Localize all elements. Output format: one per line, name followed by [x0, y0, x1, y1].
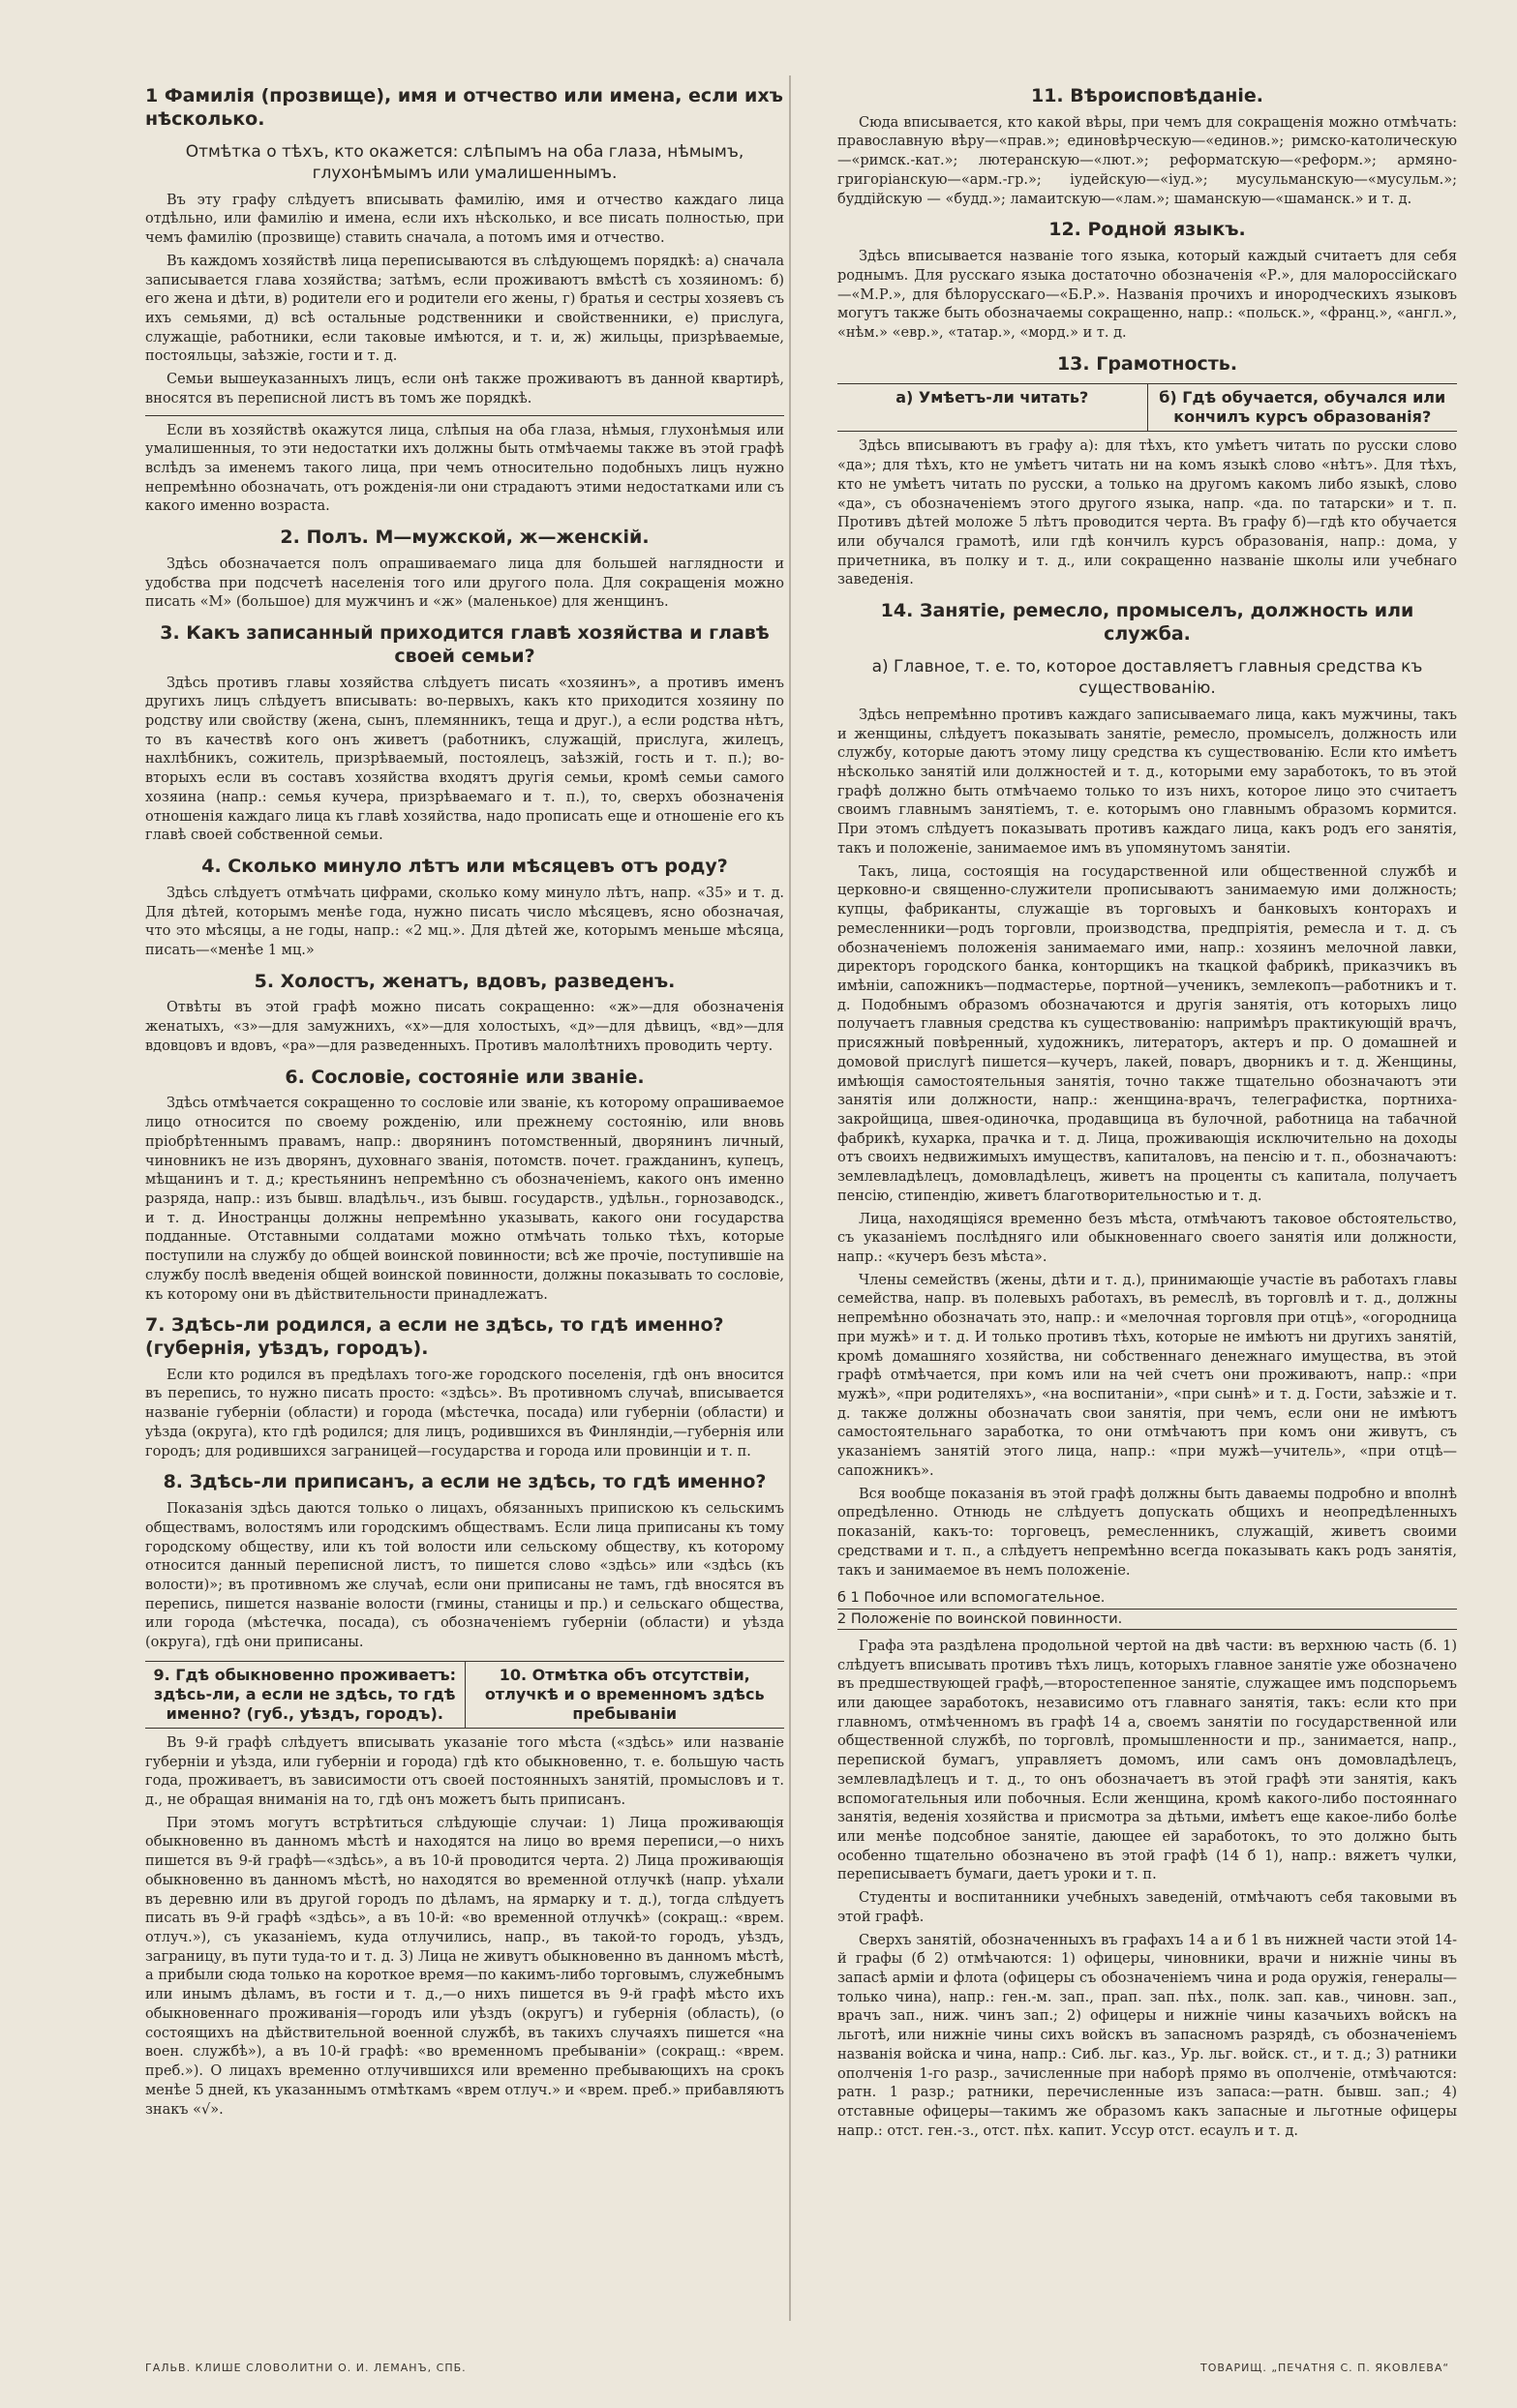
section-9-10-header	[145, 1661, 784, 1729]
section-14b2-title: 2 Положеніе по воинской повинности.	[837, 1610, 1457, 1630]
section-2-paragraph: Здѣсь обозначается полъ опрашиваемаго лица для большей наглядности и удобства при подсчетѣ населенія того или другого пола. Для сокращенія можно писать «М» (большое) для мужчинъ и «ж» (маленькое) для женщинъ.	[145, 556, 784, 611]
section-14-paragraph: Студенты и воспитанники учебныхъ заведеній, отмѣчаютъ себя таковыми въ этой графѣ.	[837, 1890, 1457, 1925]
section-14-title: 14. Занятіе, ремесло, промыселъ, должность или служба.	[880, 600, 1414, 645]
section-14-paragraph: Такъ, лица, состоящія на государственной или общественной службѣ и церковно-и священно-служители прописываютъ занимаемую ими должность; купцы, фабриканты, служащіе въ торговыхъ и банковыхъ конторахъ и ремесленники—родъ торговли, производства, предпріятія, ремесла и т. д. съ обозначеніемъ положенія занимаемаго ими, напр.: хозяинъ мелочной лавки, директоръ городского банка, конторщикъ на ткацкой фабрикѣ, приказчикъ въ имѣніи, сапожникъ—подмастерье, портной—ученикъ, землекопъ—работникъ и т. д. Подобнымъ образомъ обозначаются и другія занятія, отъ которыхъ лицо получаетъ главныя средства къ существованію: напримѣръ практикующій врачъ, присяжный повѣренный, художникъ, литераторъ, актеръ и пр. О домашней и домовой прислугѣ пишется—кучеръ, лакей, поваръ, дворникъ и т. д. Женщины, имѣющія самостоятельныя занятія, точно также тщательно обозначаютъ эти занятія или должности, напр.: женщина-врачъ, телеграфистка, портниха-закройщица, швея-одиночка, продавщица въ булочной, работница на табачной фабрикѣ, кухарка, прачка и т. д. Лица, проживающія исключительно на доходы отъ своихъ недвижимыхъ имуществъ, капиталовъ, на пенсію и т. п., обозначаютъ: землевладѣлецъ, домовладѣлецъ, живетъ на проценты съ капитала, получаетъ пенсію, стипендію, живетъ благотворительностью и т. д.	[837, 863, 1457, 1204]
section-14-paragraph: Члены семействъ (жены, дѣти и т. д.), принимающіе участіе въ работахъ главы семейства, напр. въ полевыхъ работахъ, въ ремеслѣ, въ торговлѣ и т. д., должны непремѣнно обозначать это, напр.: и «мелочная торговля при отцѣ», «огородница при мужѣ» и т. д. И только противъ тѣхъ, которые не имѣютъ ни другихъ занятій, кромѣ домашняго хозяйства, ни собственнаго денежнаго имущества, въ этой графѣ отмѣчается, при комъ или на чей счетъ они проживаютъ, напр.: «при мужѣ», «при родителяхъ», «на воспитаніи», «при сынѣ» и т. д. Гости, заѣзжіе и т. д. также должны обозначать свои занятія, при чемъ, если они не имѣютъ самостоятельнаго заработка, то они отмѣчаютъ при комъ они живутъ, съ указаніемъ занятій этого лица, напр.: «при мужѣ—учитель», «при отцѣ—сапожникъ».	[837, 1272, 1457, 1479]
section-9-paragraph: Въ 9-й графѣ слѣдуетъ вписывать указаніе того мѣста («здѣсь» или названіе губерніи и уѣзда, или губерніи и города) гдѣ кто обыкновенно, т. е. большую часть года, проживаетъ, въ зависимости отъ своей постоянныхъ занятій, промысловъ и т. д., не обращая вниманія на то, гдѣ онъ можетъ быть приписанъ.	[145, 1734, 784, 1808]
right-column	[837, 75, 1457, 2146]
section-14-paragraph: Лица, находящіяся временно безъ мѣста, отмѣчаютъ таковое обстоятельство, съ указаніемъ послѣдняго или обыкновеннаго своего занятія или должности, напр.: «кучеръ безъ мѣста».	[837, 1211, 1457, 1265]
section-7-title: 7. Здѣсь-ли родился, а если не здѣсь, то гдѣ именно? (губернія, уѣздъ, городъ).	[145, 1314, 724, 1359]
section-12-paragraph: Здѣсь вписывается названіе того языка, который каждый считаетъ для себя роднымъ. Для русскаго языка достаточно обозначенія «Р.», для малороссійскаго—«М.Р.», для бѣлорусскаго—«Б.Р.». Названія прочихъ и инородческихъ языковъ могутъ также быть обозначаемы сокращенно, напр.: «польск.», «франц.», «англ.», «нѣм.» «евр.», «татар.», «морд.» и т. д.	[837, 249, 1457, 341]
section-8-title: 8. Здѣсь-ли приписанъ, а если не здѣсь, то гдѣ именно?	[163, 1471, 767, 1493]
section-13-title: 13. Грамотность.	[1056, 352, 1238, 375]
section-14-paragraph: Сверхъ занятій, обозначенныхъ въ графахъ 14 а и б 1 въ нижней части этой 14-й графы (б 2) отмѣчаются: 1) офицеры, чиновники, врачи и нижніе чины въ запасѣ арміи и флота (офицеры съ обозначеніемъ чина и рода оружія, генералы—только чина), напр.: ген.-м. зап., прап. зап. пѣх., полк. зап. кав., чиновн. зап., врачъ зап., ниж. чинъ зап.; 2) офицеры и нижніе чины казачьихъ войскъ на льготѣ, или нижніе чины сихъ войскъ въ запасномъ разрядѣ, съ обозначеніемъ названія войска и чина, напр.: Сиб. льг. каз., Ур. льг. войск. ст., и т. д.; 3) ратники ополченія 1-го разр., зачисленные при наборѣ прямо въ ополченіе, отмѣчаются: ратн. 1 разр.; ратники, перечисленные изъ запаса:—ратн. бывш. зап.; 4) отставные офицеры—такимъ же образомъ какъ запасные и льготные офицеры напр.: отст. ген.-з., отст. пѣх. капит. Уссур отст. есаулъ и т. д.	[837, 1932, 1457, 2139]
section-11-paragraph: Сюда вписывается, кто какой вѣры, при чемъ для сокращенія можно отмѣчать: православную вѣру—«прав.»; единовѣрческую—«единов.»; римско-католическую—«римск.-кат.»; лютеранскую—«лют.»; реформатскую—«реформ.»; армяно-григоріанскую—«арм.-гр.»; іудейскую—«іуд.»; мусульманскую—«мусульм.»; буддійскую — «будд.»; ламаитскую—«лам.»; шаманскую—«шаманск.» и т. д.	[837, 114, 1457, 207]
section-1-paragraph: Семьи вышеуказанныхъ лицъ, если онѣ также проживаютъ въ данной квартирѣ, вносятся въ переписной листъ въ томъ же порядкѣ.	[145, 372, 784, 406]
section-13-header	[837, 383, 1457, 432]
section-11-title: 11. Вѣроисповѣданіе.	[1030, 85, 1264, 106]
section-4-paragraph: Здѣсь слѣдуетъ отмѣчать цифрами, сколько кому минуло лѣтъ, напр. «35» и т. д. Для дѣтей, которымъ менѣе года, нужно писать число мѣсяцевъ, ясно обозначая, что это мѣсяцы, а не годы, напр.: «2 мц.». Для дѣтей же, которымъ меньше мѣсяца, писать—«менѣе 1 мц.»	[145, 885, 784, 958]
section-12-title: 12. Родной языкъ.	[1048, 219, 1246, 241]
section-3-title: 3. Какъ записанный приходится главѣ хозяйства и главѣ своей семьи?	[160, 622, 770, 667]
section-8-paragraph: Показанія здѣсь даются только о лицахъ, обязанныхъ припискою къ сельскимъ обществамъ, волостямъ или городскимъ обществамъ. Если лица приписаны къ тому городскому обществу, или къ той волости или сельскому обществу, къ которому относится данный переписной листъ, то пишется слово «здѣсь» или «здѣсь (къ волости)»; въ противномъ же случаѣ, если они приписаны не тамъ, гдѣ вносятся въ перепись, пишется названіе волости (гмины, станицы и пр.) и сельскаго общества, или города (мѣстечка, посада), съ обозначеніемъ губерніи (области) и уѣзда (округа), гдѣ они приписаны.	[145, 1501, 784, 1651]
section-rule	[145, 415, 784, 416]
section-6-title: 6. Сословіе, состояніе или званіе.	[285, 1066, 645, 1088]
section-1-lead: Отмѣтка о тѣхъ, кто окажется: слѣпымъ на оба глаза, нѣмымъ, глухонѣмымъ или умалишеннымъ.	[185, 141, 744, 183]
section-9-paragraph: При этомъ могутъ встрѣтиться слѣдующіе случаи: 1) Лица проживающія обыкновенно въ данномъ мѣстѣ и находятся на лицо во время переписи,—о нихъ пишется въ 9-й графѣ—«здѣсь», а въ 10-й проводится черта. 2) Лица проживающія обыкновенно въ данномъ мѣстѣ, но находятся во временной отлучкѣ (напр. уѣхали въ деревню или въ другой городъ по дѣламъ, на ярмарку и т. д.), тогда слѣдуетъ писать въ 9-й графѣ «здѣсь», а въ 10-й: «во временной отлучкѣ» (сокращ.: «врем. отлуч.»), съ указаніемъ, куда отлучились, напр., въ такой-то городъ, уѣздъ, заграницу, въ пути туда-то и т. д. 3) Лица не живутъ обыкновенно въ данномъ мѣстѣ, а прибыли сюда только на короткое время—по какимъ-либо торговымъ, служебнымъ или инымъ дѣламъ, въ гости и т. д.,—о нихъ пишется въ 9-й графѣ мѣсто ихъ обыкновеннаго проживанія—городъ или уѣздъ (округъ) и губернія (область), (о состоящихъ на дѣйствительной военной службѣ, въ такихъ случаяхъ пишется «на воен. службѣ»), а въ 10-й графѣ: «во временномъ пребываніи» (сокращ.: «врем. преб.»). О лицахъ временно отлучившихся или временно пребывающихъ на срокъ менѣе 5 дней, къ указаннымъ отмѣткамъ «врем отлуч.» и «врем. преб.» прибавляютъ знакъ «√».	[145, 1815, 784, 2118]
section-1-paragraph: Въ эту графу слѣдуетъ вписывать фамилію, имя и отчество каждаго лица отдѣльно, или фамилію и имена, если ихъ нѣсколько, и все писать полностью, при чемъ фамилію (прозвище) ставить сначала, а потомъ имя и отчество.	[145, 192, 784, 247]
section-13-paragraph: Здѣсь вписываютъ въ графу а): для тѣхъ, кто умѣетъ читать по русски слово «да»; для тѣхъ, кто не умѣетъ читать ни на комъ языкѣ слово «нѣтъ». Для тѣхъ, кто не умѣетъ читать по русски, а только на другомъ какомъ либо языкѣ, слово «да», съ обозначеніемъ этого другого языка, напр. «да. по татарски» и т. п. Противъ дѣтей моложе 5 лѣтъ проводится черта. Въ графу б)—гдѣ кто обучается или обучался грамотѣ, или гдѣ кончилъ курсъ образованія, напр.: дома, у причетника, въ полку и т. д., или сокращенно названіе школы или учебнаго заведенія.	[837, 438, 1457, 588]
section-14-subtitle: а) Главное, т. е. то, которое доставляетъ главныя средства къ существованію.	[871, 656, 1423, 698]
section-5-paragraph: Отвѣты въ этой графѣ можно писать сокращенно: «ж»—для обозначенія женатыхъ, «з»—для замужнихъ, «х»—для холостыхъ, «д»—для дѣвицъ, «вд»—для вдовцовъ и вдовъ, «ра»—для разведенныхъ. Противъ малолѣтнихъ проводить черту.	[145, 1000, 784, 1054]
left-column	[145, 75, 784, 2123]
section-10-title: 10. Отмѣтка объ отсутствіи, отлучкѣ и о временномъ здѣсь пребываніи	[465, 1662, 785, 1728]
section-14-paragraph: Вся вообще показанія въ этой графѣ должны быть даваемы подробно и вполнѣ опредѣленно. Отнюдь не слѣдуетъ допускать общихъ и неопредѣленныхъ показаній, какъ-то: торговецъ, ремесленникъ, служащій, живетъ своими средствами и т. п., а слѣдуетъ непремѣнно всегда показывать какъ родъ занятія, такъ и занимаемое въ немъ положеніе.	[837, 1486, 1457, 1579]
section-14-paragraph: Графа эта раздѣлена продольной чертой на двѣ части: въ верхнюю часть (б. 1) слѣдуетъ вписывать противъ тѣхъ лицъ, которыхъ главное занятіе уже обозначено въ предшествующей графѣ,—второстепенное занятіе, служащее имъ подспорьемъ или дающее заработокъ, независимо отъ главнаго занятія, такъ: если кто при главномъ, отмѣченномъ въ графѣ 14 а, своемъ занятіи по государственной или общественной службѣ, по торговлѣ, промышленности и пр., занимается, напр., перепиской бумагъ, управляетъ домомъ, или самъ онъ домовладѣлецъ, землевладѣлецъ и т. д., то онъ обозначаетъ въ этой графѣ эти занятія, какъ вспомогательныя или побочныя. Если женщина, кромѣ какого-либо постояннаго занятія, веденія хозяйства и присмотра за дѣтьми, имѣетъ еще какое-либо болѣе или менѣе подсобное занятіе, дающее ей заработокъ, то это должно быть особенно тщательно обозначено въ этой графѣ (14 б 1), напр.: вяжетъ чулки, переписываетъ бумаги, даетъ уроки и т. п.	[837, 1638, 1457, 1883]
section-14b1-title: б 1 Побочное или вспомогательное.	[837, 1588, 1457, 1609]
section-7-paragraph: Если кто родился въ предѣлахъ того-же городского поселенія, гдѣ онъ вносится въ перепись, то нужно писать просто: «здѣсь». Въ противномъ случаѣ, вписывается названіе губерніи (области) и города (мѣстечка, посада) или губерніи (области) и уѣзда (округа), кто гдѣ родился; для лицъ, родившихся въ Финляндіи,—губернія или городъ; для родившихся заграницей—государства и города или провинціи и т. п.	[145, 1367, 784, 1460]
section-9-title: 9. Гдѣ обыкновенно проживаетъ: здѣсь-ли, а если не здѣсь, то гдѣ именно? (губ., уѣздъ, городъ).	[153, 1665, 457, 1723]
section-3-paragraph: Здѣсь противъ главы хозяйства слѣдуетъ писать «хозяинъ», а противъ именъ другихъ лицъ слѣдуетъ вписывать: во-первыхъ, какъ кто приходится хозяину по родству или свойству (жена, сынъ, племянникъ, теща и друг.), а если родства нѣтъ, то въ качествѣ кого онъ живетъ (работникъ, служащій, прислуга, жилецъ, нахлѣбникъ, сожитель, призрѣваемый, постоялецъ, заѣзжій, гость и т. п.); во-вторыхъ если въ составъ хозяйства входятъ другія семьи, кромѣ семьи самого хозяина (напр.: семья кучера, призрѣваемаго и т. п.), то, сверхъ обозначенія отношенія каждаго лица къ главѣ хозяйства, надо прописать еще и отношеніе его къ главѣ своей собственной семьи.	[145, 675, 784, 844]
printer-imprint-right: ТОВАРИЩ. „ПЕЧАТНЯ С. П. ЯКОВЛЕВА“	[1200, 2362, 1450, 2374]
section-1-title: 1 Фамилія (прозвище), имя и отчество или имена, если ихъ нѣсколько.	[145, 85, 783, 130]
column-divider	[789, 75, 791, 2321]
section-4-title: 4. Сколько минуло лѣтъ или мѣсяцевъ отъ роду?	[201, 856, 728, 878]
section-5-title: 5. Холостъ, женатъ, вдовъ, разведенъ.	[254, 970, 676, 992]
section-6-paragraph: Здѣсь отмѣчается сокращенно то сословіе или званіе, къ которому опрашиваемое лицо относится по своему рожденію, или прежнему состоянію, или вновь пріобрѣтеннымъ правамъ, напр.: дворянинъ потомственный, дворянинъ личный, чиновникъ не изъ дворянъ, духовнаго званія, потомств. почет. гражданинъ, купецъ, мѣщанинъ и т. д.; крестьянинъ непремѣнно съ обозначеніемъ, какого онъ именно разряда, напр.: изъ бывш. владѣльч., изъ бывш. государств., удѣльн., горнозаводск., и т. д. Иностранцы должны непремѣнно указывать, какого они государства подданные. Отставными солдатами можно отмѣчать только тѣхъ, которые поступили на службу до общей воинской повинности; всѣ же прочіе, поступившіе на службу послѣ введенія общей воинской повинности, должны показывать то сословіе, къ которому они въ дѣйствительности принадлежатъ.	[145, 1096, 784, 1303]
section-2-title: 2. Полъ. М—мужской, ж—женскій.	[280, 527, 650, 549]
section-13b-title: б) Гдѣ обучается, обучался или кончилъ курсъ образованія?	[1147, 384, 1458, 431]
section-14b-header	[837, 1588, 1457, 1630]
section-13a-title: а) Умѣетъ-ли читать?	[895, 388, 1089, 407]
section-1-paragraph: Въ каждомъ хозяйствѣ лица переписываются въ слѣдующемъ порядкѣ: а) сначала записывается глава хозяйства; затѣмъ, если проживаютъ вмѣстѣ съ хозяиномъ: б) его жена и дѣти, в) родители его и родители его жены, г) братья и сестры хозяевъ съ ихъ семьями, д) всѣ остальные родственники и свойственники, е) прислуга, служащіе, работники, если таковые имѣются, и т. и, ж) жильцы, призрѣваемые, постояльцы, заѣзжіе, гости и т. д.	[145, 253, 784, 365]
section-1-paragraph: Если въ хозяйствѣ окажутся лица, слѣпыя на оба глаза, нѣмыя, глухонѣмыя или умалишенныя, то эти недостатки ихъ должны быть отмѣчаемы также въ этой графѣ вслѣдъ за именемъ такого лица, при чемъ относительно подобныхъ лицъ нужно непремѣнно обозначать, отъ рожденія-ли они страдаютъ этими недостатками или съ какого именно возраста.	[145, 422, 784, 515]
printer-imprint-left: ГАЛЬВ. КЛИШЕ СЛОВОЛИТНИ О. И. ЛЕМАНЪ, СПБ.	[145, 2362, 467, 2374]
section-14-paragraph: Здѣсь непремѣнно противъ каждаго записываемаго лица, какъ мужчины, такъ и женщины, слѣдуетъ показывать занятіе, ремесло, промыселъ, должность или службу, которые даютъ этому лицу средства къ существованію. Если кто имѣетъ нѣсколько занятій или должностей и т. д., которыми ему заработокъ, то въ этой графѣ должно быть отмѣчаемо только то изъ нихъ, которое лицо это считаетъ своимъ главнымъ занятіемъ, т. е. которымъ оно главнымъ образомъ кормится. При этомъ слѣдуетъ показывать противъ каждаго лица, какъ родъ его занятія, такъ и положеніе, занимаемое имъ въ упомянутомъ занятіи.	[837, 707, 1457, 857]
